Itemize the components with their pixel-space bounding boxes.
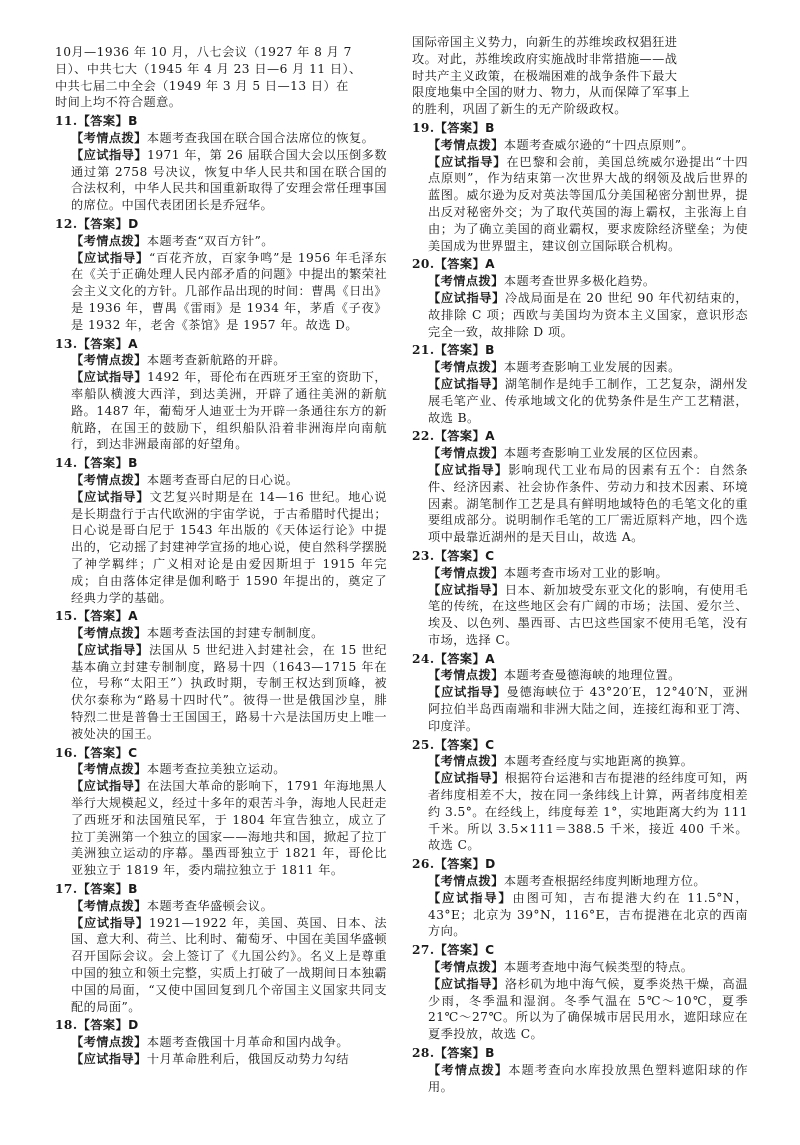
answer-line	[55, 455, 387, 472]
guidance-text: 洛杉矶为地中海气候，夏季炎热干燥，高温少雨，冬季温和湿润。冬季气温在 5℃～10℃，夏季 21℃～27℃。所以为了确保城市居民用水，遮阳球应在夏季投放，故选 C。	[428, 976, 748, 1042]
answer-line	[55, 336, 387, 353]
guidance-line	[55, 642, 387, 743]
answer-line	[55, 216, 387, 233]
answer-label: 【答案】	[77, 456, 129, 471]
guidance-line	[412, 290, 748, 340]
text-line: 国际帝国主义势力，向新生的苏维埃政权猖狂进	[412, 35, 678, 49]
answer-label: 【答案】	[434, 429, 486, 444]
answer-letter: A	[128, 609, 139, 624]
answer-letter: B	[128, 456, 138, 471]
guidance-label: 【应试指导】	[71, 779, 148, 794]
answer-label: 【答案】	[77, 609, 129, 624]
answer-line	[412, 737, 748, 754]
exam-point-line	[412, 873, 748, 890]
answer-line	[412, 856, 748, 873]
text-line: 中共七届二中全会（1949 年 3 月 5 日—13 日）在	[55, 78, 349, 93]
exam-point-line	[412, 445, 748, 462]
exam-point-label: 【考情点拨】	[428, 1062, 509, 1077]
exam-point-text: 本题考查曼德海峡的地理位置。	[503, 668, 681, 683]
left-column	[55, 44, 387, 1070]
question-number: 15.	[55, 609, 78, 624]
answer-letter: C	[485, 943, 495, 958]
guidance-line	[55, 1051, 387, 1068]
question-number: 14.	[55, 456, 78, 471]
guidance-line	[55, 147, 387, 214]
guidance-text: 十月革命胜利后，俄国反动势力勾结	[146, 1052, 350, 1067]
question-number: 21.	[412, 343, 435, 358]
question-number: 26.	[412, 857, 435, 872]
question-number: 12.	[55, 216, 78, 231]
guidance-text: 曼德海峡位于 43°20′E，12°40′N，亚洲阿拉伯半岛西南端和非洲大陆之间，连接红海和亚丁湾、印度洋。	[428, 685, 748, 733]
guidance-text: 1971 年，第 26 届联合国大会以压倒多数通过第 2758 号决议，恢复中华人民共和国在联合国的合法权利，中华人民共和国重新取得了安理会常任理事国的席位。中国代表团团长是乔冠华。	[71, 147, 388, 213]
exam-point-label: 【考情点拨】	[428, 137, 504, 152]
answer-letter: B	[128, 882, 138, 897]
question-answer-block	[412, 651, 748, 735]
answer-letter: C	[485, 548, 495, 563]
question-answer-block	[412, 737, 748, 855]
text-line: 的胜利，巩固了新生的无产阶级政权。	[412, 102, 627, 117]
answer-line	[55, 881, 387, 898]
answer-letter: D	[128, 1018, 139, 1033]
guidance-label: 【应试指导】	[71, 147, 148, 162]
exam-point-label: 【考情点拨】	[71, 233, 147, 248]
exam-point-line	[412, 565, 748, 582]
exam-point-label: 【考情点拨】	[428, 446, 504, 461]
exam-point-label: 【考情点拨】	[71, 353, 147, 368]
exam-point-text: 本题考查地中海气候类型的特点。	[503, 960, 694, 975]
answer-label: 【答案】	[434, 257, 486, 272]
question-number: 13.	[55, 336, 78, 351]
continuation-text	[55, 44, 387, 111]
exam-point-line	[55, 898, 387, 915]
exam-point-label: 【考情点拨】	[71, 898, 147, 913]
answer-label: 【答案】	[434, 943, 486, 958]
exam-point-text: 本题考查威尔逊的“十四点原则”。	[503, 137, 695, 152]
guidance-line	[412, 684, 748, 734]
question-answer-block	[55, 608, 387, 742]
exam-point-label: 【考情点拨】	[428, 960, 504, 975]
question-number: 25.	[412, 737, 435, 752]
exam-point-line	[412, 667, 748, 684]
question-number: 22.	[412, 429, 435, 444]
answer-line	[412, 1045, 748, 1062]
question-number: 16.	[55, 745, 78, 760]
guidance-label: 【应试指导】	[428, 582, 505, 597]
guidance-label: 【应试指导】	[428, 890, 513, 905]
guidance-line	[55, 778, 387, 879]
guidance-text: 在巴黎和会前，美国总统威尔逊提出“十四点原则”，作为结束第一次世界大战的纲领及战后世界的蓝图。威尔逊为反对英法等国瓜分美国秘密分割世界，提出反对秘密外交；为了取代英国的海上霸权，主张海上自由；为了确立美国的商业霸权，要求废除经济壁垒；为使美国成为世界盟主，建议创立国际联合机构。	[428, 154, 749, 253]
question-number: 11.	[55, 114, 78, 129]
answer-line	[55, 608, 387, 625]
question-answer-block	[55, 216, 387, 334]
exam-point-line	[412, 137, 748, 154]
exam-point-text: 本题考查“双百方针”。	[146, 233, 274, 248]
right-column	[412, 34, 748, 1097]
exam-point-line	[55, 352, 387, 369]
question-answer-block	[55, 745, 387, 879]
guidance-text: 法国从 5 世纪进入封建社会，在 15 世纪基本确立封建专制制度，路易十四（1643—1715 年在位，号称“太阳王”）执政时期，专制王权达到顶峰，被伏尔泰称为“路易十四时代”。彼得一世是俄国沙皇，腓特烈二世是普鲁士王国国王，路易十六是法国历史上唯一被处决的国王。	[71, 642, 387, 741]
answer-line	[412, 256, 748, 273]
guidance-text: 文艺复兴时期是在 14—16 世纪。地心说是长期盘行于古代欧洲的宇宙学说，于古希腊时代提出；日心说是哥白尼于 1543 年出版的《天体运行论》中提出的，它动摇了封建神学宣扬的地心说，使自然科学摆脱了神学羁绊；广义相对论是由爱因斯坦于 1915 年完成；自由落体定律是伽利略于 1590 年提出的，奠定了经典力学的基础。	[71, 489, 387, 605]
exam-point-text: 本题考查世界多极化趋势。	[503, 274, 656, 289]
guidance-line	[55, 250, 387, 334]
answer-label: 【答案】	[77, 336, 129, 351]
answer-letter: D	[485, 857, 496, 872]
exam-point-text: 本题考查影响工业发展的因素。	[503, 360, 681, 375]
guidance-label: 【应试指导】	[428, 376, 505, 391]
answer-label: 【答案】	[434, 1046, 486, 1061]
guidance-text: 1921—1922 年，美国、英国、日本、法国、意大利、荷兰、比利时、葡萄牙、中国在美国华盛顿召开国际会议。会上签订了《九国公约》。名义上是尊重中国的独立和领土完整，实质上打破了一战期间日本独霸中国的局面，“又使中国回复到几个帝国主义国家共同支配的局面”。	[71, 915, 388, 1014]
guidance-line	[55, 369, 387, 453]
exam-point-line	[55, 625, 387, 642]
exam-point-label: 【考情点拨】	[71, 472, 147, 487]
exam-point-line	[55, 130, 387, 147]
question-answer-block	[412, 942, 748, 1043]
question-answer-block	[55, 113, 387, 214]
guidance-label: 【应试指导】	[71, 250, 150, 265]
exam-point-line	[412, 359, 748, 376]
guidance-line	[55, 489, 387, 607]
answer-label: 【答案】	[434, 651, 486, 666]
exam-point-label: 【考情点拨】	[71, 1035, 147, 1050]
answer-label: 【答案】	[434, 857, 486, 872]
question-answer-block	[412, 120, 748, 254]
question-answer-block	[55, 336, 387, 454]
exam-point-line	[55, 761, 387, 778]
question-answer-block	[412, 548, 748, 649]
answer-line	[55, 745, 387, 762]
answer-label: 【答案】	[434, 343, 486, 358]
text-line: 10月—1936 年 10 月，八七会议（1927 年 8 月 7	[55, 45, 352, 59]
guidance-line	[412, 770, 748, 854]
guidance-label: 【应试指导】	[71, 642, 149, 657]
guidance-text: 根据符台运港和吉布提港的经纬度可知，两者纬度相差不大，按在同一条纬线上计算，两者纬度相差约 3.5°。在经线上，纬度每差 1°，实地距离大约为 111 千米。所以 3.5×111＝388.5 千米，接近 400 千米。故选 C。	[428, 771, 748, 853]
answer-line	[55, 113, 387, 130]
guidance-line	[412, 376, 748, 426]
question-answer-block	[412, 428, 748, 546]
answer-letter: B	[485, 120, 495, 135]
question-answer-block	[412, 256, 748, 340]
guidance-line	[412, 976, 748, 1043]
question-answer-block	[412, 856, 748, 940]
answer-letter: B	[485, 1046, 495, 1061]
exam-point-text: 本题考查华盛顿会议。	[146, 898, 274, 913]
answer-letter: C	[128, 745, 138, 760]
guidance-text: 1492 年，哥伦布在西班牙王室的资助下，率船队横渡大西洋，到达美洲，开辟了通往美洲的新航路。1487 年，葡萄牙人迪亚士为开辟一条通往东方的新航路，在国王的鼓励下，组织船队沿着非洲海岸向南航行，到达非洲最南部的好望角。	[71, 370, 388, 452]
answer-label: 【答案】	[434, 737, 486, 752]
answer-letter: A	[485, 429, 496, 444]
exam-point-label: 【考情点拨】	[428, 360, 504, 375]
answer-line	[412, 942, 748, 959]
text-line: 限度地集中全国的财力、物力，从而保障了军事上	[412, 85, 691, 100]
guidance-text: 由图可知，吉布提港大约在 11.5°N，43°E；北京为 39°N，116°E，吉布提港在北京的西南方向。	[428, 890, 748, 939]
guidance-text: 冷战局面是在 20 世纪 90 年代初结束的，故排除 C 项；西欧与美国均为资本主义国家，意识形态完全一致，故排除 D 项。	[428, 290, 748, 339]
guidance-label: 【应试指导】	[71, 370, 148, 385]
answer-label: 【答案】	[77, 745, 129, 760]
answer-label: 【答案】	[434, 120, 486, 135]
exam-point-text: 本题考查我国在联合国合法席位的恢复。	[146, 130, 375, 145]
answer-letter: D	[128, 216, 139, 231]
guidance-line	[412, 462, 748, 546]
exam-point-text: 本题考查法国的封建专制制度。	[146, 626, 324, 641]
text-line: 时共产主义政策，在极端困难的战争条件下最大	[412, 68, 678, 83]
answer-letter: A	[128, 336, 139, 351]
answer-letter: B	[128, 114, 138, 129]
guidance-label: 【应试指导】	[428, 685, 507, 700]
exam-point-label: 【考情点拨】	[71, 130, 147, 145]
question-answer-block	[412, 1045, 748, 1095]
question-answer-block	[412, 342, 748, 426]
guidance-text: 影响现代工业布局的因素有五个：自然条件、经济因素、社会协作条件、劳动力和技术因素、环境因素。湖笔制作工艺是具有鲜明地域特色的毛笔文化的重要组成部分。说明制作毛笔的工厂需近原料产地，四个选项中最靠近湖州的是天目山，故选 A。	[428, 462, 748, 545]
exam-point-text: 本题考查俄国十月革命和国内战争。	[146, 1035, 350, 1050]
guidance-line	[412, 154, 748, 255]
guidance-label: 【应试指导】	[428, 462, 509, 477]
question-number: 19.	[412, 120, 435, 135]
answer-letter: A	[485, 651, 496, 666]
guidance-text: 在法国大革命的影响下，1791 年海地黑人举行大规模起义，经过十多年的艰苦斗争，海地人民赶走了西班牙和法国殖民军，于 1804 年宣告独立，成立了拉丁美洲第一个独立的国家——海地共和国，掀起了拉丁美洲独立运动的序幕。墨西哥独立于 1821 年，哥伦比亚独立于 1819 年，委内瑞拉独立于 1811 年。	[71, 779, 388, 878]
exam-point-label: 【考情点拨】	[428, 754, 504, 769]
exam-point-label: 【考情点拨】	[428, 274, 504, 289]
answer-label: 【答案】	[77, 1018, 129, 1033]
answer-label: 【答案】	[434, 548, 486, 563]
exam-point-line	[412, 1062, 748, 1096]
exam-point-line	[55, 472, 387, 489]
answer-label: 【答案】	[77, 882, 129, 897]
text-line: 时间上均不符合题意。	[55, 95, 182, 110]
question-number: 17.	[55, 882, 78, 897]
answer-label: 【答案】	[77, 114, 129, 129]
answer-line	[412, 342, 748, 359]
guidance-text: 日本、新加坡受东亚文化的影响，有使用毛笔的传统，在这些地区会有广阔的市场；法国、爱尔兰、埃及、以色列、墨西哥、古巴这些国家不使用毛笔，没有市场，选择 C。	[428, 582, 748, 647]
exam-point-label: 【考情点拨】	[71, 626, 147, 641]
exam-point-text: 本题考查市场对工业的影响。	[503, 565, 669, 580]
answer-letter: B	[485, 343, 495, 358]
answer-line	[412, 651, 748, 668]
text-line: 攻。对此，苏维埃政府实施战时非常措施——战	[412, 51, 678, 66]
question-number: 28.	[412, 1046, 435, 1061]
answer-line	[55, 1017, 387, 1034]
exam-point-text: 本题考查根据经纬度判断地理方位。	[503, 874, 707, 889]
question-answer-block	[55, 1017, 387, 1067]
exam-point-label: 【考情点拨】	[428, 874, 504, 889]
question-number: 18.	[55, 1018, 78, 1033]
question-number: 23.	[412, 548, 435, 563]
exam-point-text: 本题考查拉美独立运动。	[146, 762, 286, 777]
exam-point-text: 本题考查影响工业发展的区位因素。	[503, 446, 707, 461]
guidance-line	[412, 890, 748, 940]
guidance-label: 【应试指导】	[428, 154, 507, 169]
continuation-text	[412, 34, 748, 118]
guidance-label: 【应试指导】	[71, 915, 149, 930]
exam-point-text: 本题考查新航路的开辟。	[146, 353, 286, 368]
guidance-text: 湖笔制作是纯手工制作，工艺复杂，湖州发展毛笔产业、传承地域文化的优势条件是生产工艺精湛，故选 B。	[428, 376, 748, 425]
exam-point-text: 本题考查向水库投放黑色塑料遮阳球的作用。	[428, 1062, 748, 1094]
answer-letter: A	[485, 257, 496, 272]
answer-line	[412, 120, 748, 137]
guidance-label: 【应试指导】	[428, 290, 505, 305]
question-answer-block	[55, 881, 387, 1015]
exam-point-label: 【考情点拨】	[428, 565, 504, 580]
guidance-line	[412, 582, 748, 649]
answer-label: 【答案】	[77, 216, 129, 231]
question-number: 20.	[412, 257, 435, 272]
guidance-line	[55, 915, 387, 1016]
exam-point-line	[412, 273, 748, 290]
guidance-label: 【应试指导】	[71, 489, 150, 504]
answer-line	[412, 428, 748, 445]
exam-point-line	[412, 959, 748, 976]
answer-line	[412, 548, 748, 565]
guidance-text: “百花齐放，百家争鸣”是 1956 年毛泽东在《关于正确处理人民内部矛盾的问题》中提出的繁荣社会主义文化的方针。几部作品出现的时间：曹禺《日出》是 1936 年，曹禺《雷雨》是 1934 年，茅盾《子夜》是 1932 年，老舍《茶馆》是 1957 年。故选 D。	[71, 250, 387, 332]
guidance-label: 【应试指导】	[428, 976, 505, 991]
question-answer-block	[55, 455, 387, 606]
exam-point-line	[412, 753, 748, 770]
text-line: 日）、中共七大（1945 年 4 月 23 日—6 月 11 日）、	[55, 61, 362, 76]
guidance-label: 【应试指导】	[71, 1052, 147, 1067]
question-number: 27.	[412, 943, 435, 958]
exam-point-line	[55, 233, 387, 250]
exam-point-label: 【考情点拨】	[71, 762, 147, 777]
exam-point-line	[55, 1034, 387, 1051]
exam-point-text: 本题考查哥白尼的日心说。	[146, 472, 299, 487]
question-number: 24.	[412, 651, 435, 666]
guidance-label: 【应试指导】	[428, 771, 505, 786]
exam-point-label: 【考情点拨】	[428, 668, 504, 683]
answer-letter: C	[485, 737, 495, 752]
exam-point-text: 本题考查经度与实地距离的换算。	[503, 754, 694, 769]
